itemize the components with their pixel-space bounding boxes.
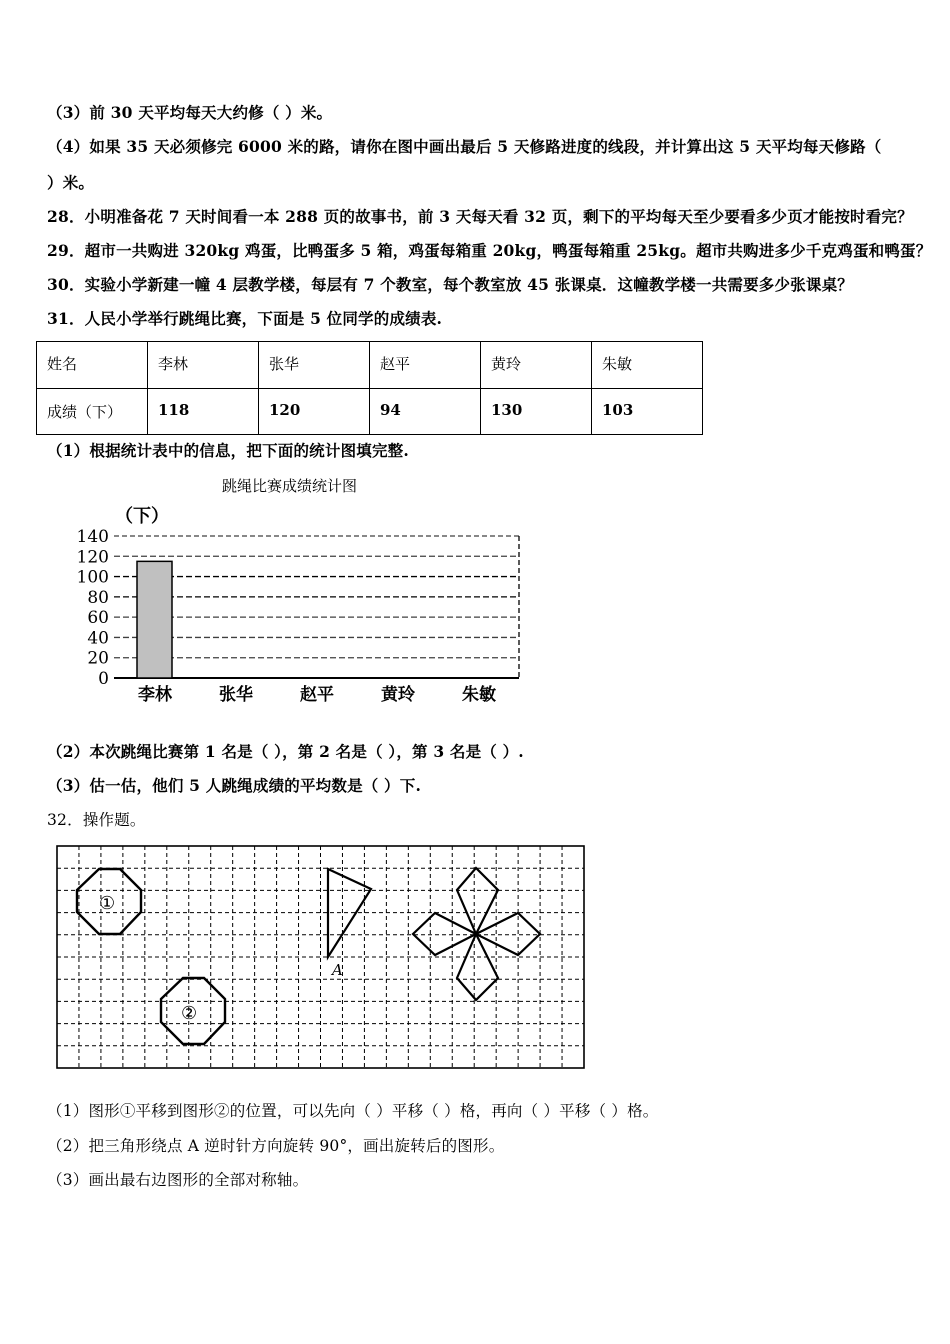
x-tick-label: 李林 [138,685,172,705]
y-tick-label: 20 [87,648,109,669]
x-tick-label: 张华 [219,685,253,705]
table-row-label: 成绩（下） [37,389,148,435]
table-score-cell: 130 [481,389,592,435]
question-31: 31．人民小学举行跳绳比赛，下面是 5 位同学的成绩表. [47,309,443,328]
bar [137,561,172,678]
table-name-cell: 李林 [148,342,259,389]
grid-border [57,846,584,1068]
x-tick-label: 赵平 [300,685,334,705]
question-32-3: （3）画出最右边图形的全部对称轴。 [47,1171,309,1189]
question-28: 28．小明准备花 7 天时间看一本 288 页的故事书，前 3 天每天看 32 页，剩下的平均每天至少要看多少页才能按时看完？ [47,207,913,226]
y-tick-label: 0 [98,669,109,689]
x-tick-label: 黄玲 [381,685,415,705]
question-31-3: （3）估一估，他们 5 人跳绳成绩的平均数是（ ）下. [47,776,422,795]
triangle-shape [328,869,371,957]
table-name-cell: 张华 [259,342,370,389]
question-29: 29．超市一共购进 320kg 鸡蛋，比鸭蛋多 5 箱，鸡蛋每箱重 20kg，鸭蛋每箱重 25kg。超市共购进多少千克鸡蛋和鸭蛋？ [47,241,932,260]
question-32: 32．操作题。 [47,811,146,829]
question-32-1: （1）图形①平移到图形②的位置，可以先向（ ）平移（ ）格，再向（ ）平移（ ）格。 [47,1102,659,1120]
x-tick-label: 朱敏 [462,685,496,705]
question-30: 30．实验小学新建一幢 4 层教学楼，每层有 7 个教室，每个教室放 45 张课桌．这幢教学楼一共需要多少张课桌？ [47,275,853,294]
table-score-cell: 103 [592,389,703,435]
table-name-cell: 朱敏 [592,342,703,389]
y-tick-label: 80 [87,587,109,608]
y-tick-label: 40 [87,628,109,649]
point-a-label: A [332,961,343,979]
table-score-cell: 94 [370,389,481,435]
y-axis-label: （下） [115,506,169,527]
table-name-cell: 赵平 [370,342,481,389]
chart-title: 跳绳比赛成绩统计图 [222,477,358,495]
y-tick-label: 100 [76,567,109,588]
y-tick-label: 60 [87,608,109,629]
question-31-1: （1）根据统计表中的信息，把下面的统计图填完整. [47,441,409,460]
question-27-3: （3）前 30 天平均每天大约修（ ）米。 [47,103,333,122]
shape-1-label: ① [99,893,116,914]
table-score-cell: 120 [259,389,370,435]
octagon-shape-2 [161,978,225,1044]
flower-shape [413,868,540,1000]
table-name-cell: 黄玲 [481,342,592,389]
question-32-2: （2）把三角形绕点 A 逆时针方向旋转 90°，画出旋转后的图形。 [47,1137,505,1155]
y-tick-label: 140 [76,527,109,547]
table-header-label: 姓名 [37,342,148,389]
question-31-2: （2）本次跳绳比赛第 1 名是（ ），第 2 名是（ ），第 3 名是（ ）. [47,742,524,761]
octagon-shape-1 [77,869,141,934]
question-27-4: （4）如果 35 天必须修完 6000 米的路，请你在图中画出最后 5 天修路进度的线段，并计算出这 5 天平均每天修路（ [47,137,882,156]
question-27-4-end: ）米。 [47,173,95,192]
shape-2-label: ② [181,1003,198,1024]
table-score-cell: 118 [148,389,259,435]
y-tick-label: 120 [76,547,109,568]
